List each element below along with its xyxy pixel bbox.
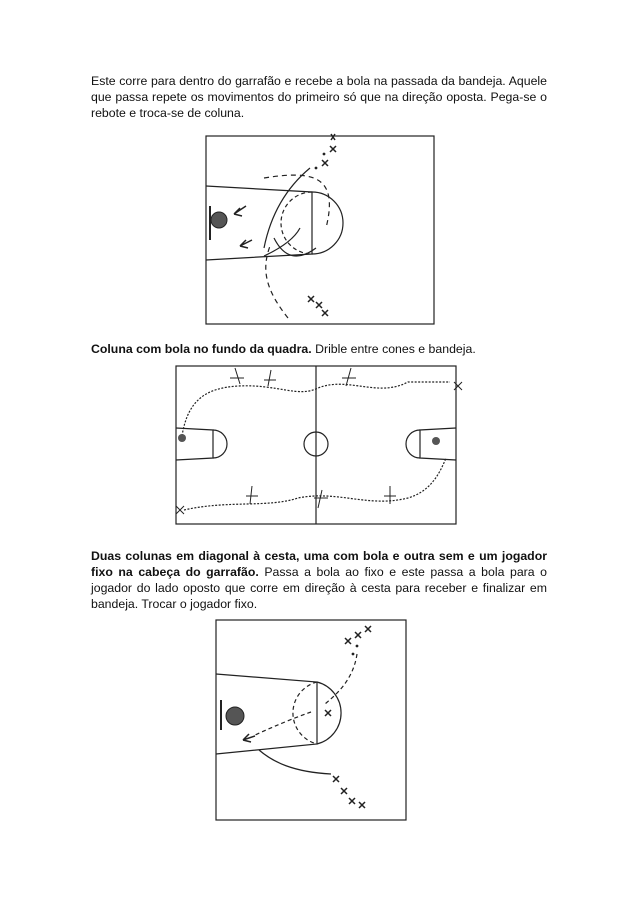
paragraph-1 xyxy=(91,73,547,121)
ball-icon xyxy=(226,707,244,725)
paragraph-2-text: Drible entre cones e bandeja. xyxy=(311,342,476,356)
left-key xyxy=(176,428,213,460)
player-x-icon xyxy=(341,788,347,794)
paragraph-2 xyxy=(91,341,547,357)
player-x-icon xyxy=(333,776,339,782)
player-x-icon xyxy=(316,302,322,308)
player-x-icon xyxy=(345,638,351,644)
player-x-icon xyxy=(454,382,462,390)
dribble-path-bottom xyxy=(184,458,446,510)
ball-icon xyxy=(178,434,186,442)
player-x-icon xyxy=(365,626,371,632)
arrow-icon xyxy=(243,734,255,742)
paragraph-2-bold: Coluna com bola no fundo da quadra. xyxy=(91,342,312,356)
ball-icon xyxy=(211,212,227,228)
player-x-icon xyxy=(325,710,331,716)
player-x-icon xyxy=(308,296,314,302)
cone-flag-icon xyxy=(264,370,276,386)
cone-flag-icon xyxy=(230,368,244,384)
cone-flag-icon xyxy=(342,368,356,386)
player-x-icon xyxy=(330,146,336,152)
player-x-icon xyxy=(355,632,361,638)
court-boundary xyxy=(216,620,406,820)
paragraph-1-text: Este corre para dentro do garrafão e recebe a bola na passada da bandeja. Aquele que passa repete os movimentos do primeiro só que na direção oposta. Pega-se o rebote e troca-se de coluna. xyxy=(91,74,547,120)
ball-icon xyxy=(432,437,440,445)
cone-flag-icon xyxy=(246,486,258,504)
paragraph-3 xyxy=(91,548,547,612)
paragraph-3-bold: Duas colunas em diagonal à cesta, uma com bola e outra sem e um jogador fixo na cabeça do garrafão. xyxy=(91,549,547,579)
arrow-icon xyxy=(240,240,252,248)
paragraph-3-text: Passa a bola ao fixo e este passa a bola para o jogador do lado oposto que corre em direção à cesta para receber e finalizar em bandeja. Trocar o jogador fixo. xyxy=(91,565,547,611)
half-court-diagram-1 xyxy=(204,128,436,328)
player-x-icon xyxy=(331,134,335,140)
full-court-diagram xyxy=(168,358,468,526)
player-x-icon xyxy=(322,160,328,166)
player-x-icon xyxy=(322,310,328,316)
half-court-diagram-2 xyxy=(213,612,409,822)
player-x-icon xyxy=(359,802,365,808)
court-boundary xyxy=(206,136,434,324)
player-x-icon xyxy=(176,506,184,514)
arrow-icon xyxy=(234,206,246,216)
player-x-icon xyxy=(349,798,355,804)
